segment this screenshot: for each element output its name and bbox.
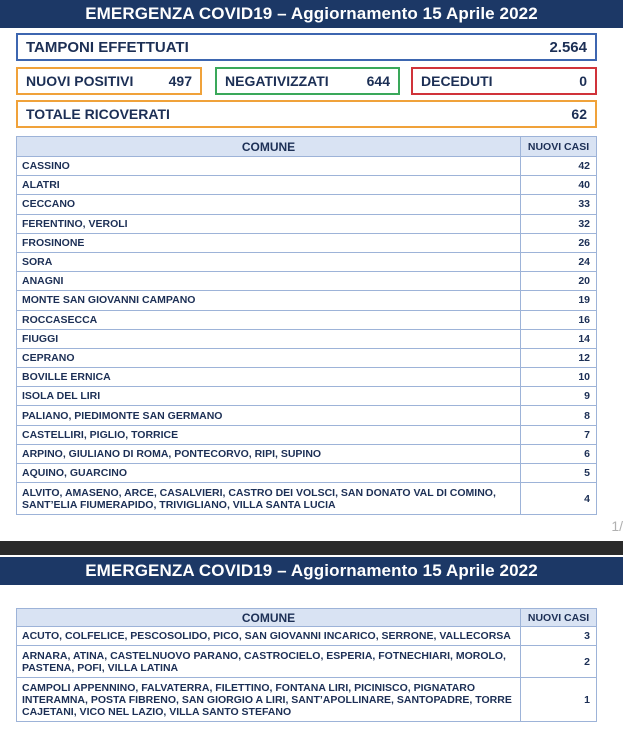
- ricoverati-label: TOTALE RICOVERATI: [26, 106, 170, 122]
- page-title-2: EMERGENZA COVID19 – Aggiornamento 15 Aprile 2022: [85, 561, 538, 580]
- table-row: [17, 233, 597, 252]
- page-number: 1/: [611, 518, 623, 534]
- casi-cell: 3: [521, 627, 597, 646]
- casi-cell: 20: [521, 272, 597, 291]
- table-row: [17, 176, 597, 195]
- comune-cell: CASTELLIRI, PIGLIO, TORRICE: [17, 425, 521, 444]
- casi-cell: 14: [521, 329, 597, 348]
- casi-cell: 7: [521, 425, 597, 444]
- comune-cell: ALVITO, AMASENO, ARCE, CASALVIERI, CASTRO DEI VOLSCI, SAN DONATO VAL DI COMINO, SANT’ELIA FIUMERAPIDO, TRIVIGLIANO, VILLA SANTA LUCIA: [17, 483, 521, 515]
- ricoverati-value: 62: [571, 106, 587, 122]
- casi-cell: 2: [521, 646, 597, 678]
- comune-cell: FROSINONE: [17, 233, 521, 252]
- page-divider: [0, 541, 623, 555]
- deceduti-label: DECEDUTI: [421, 73, 493, 89]
- casi-cell: 32: [521, 214, 597, 233]
- table-row: [17, 348, 597, 367]
- comune-cell: FIUGGI: [17, 329, 521, 348]
- casi-cell: 8: [521, 406, 597, 425]
- table-row: [17, 483, 597, 515]
- tamponi-value: 2.564: [549, 38, 587, 56]
- table-row: [17, 195, 597, 214]
- table-row: [17, 646, 597, 678]
- comune-cell: BOVILLE ERNICA: [17, 368, 521, 387]
- casi-cell: 19: [521, 291, 597, 310]
- table-row: [17, 678, 597, 722]
- casi-cell: 12: [521, 348, 597, 367]
- page-banner-2: [0, 557, 623, 585]
- comune-cell: CAMPOLI APPENNINO, FALVATERRA, FILETTINO, FONTANA LIRI, PICINISCO, PIGNATARO INTERAMNA, POSTA FIBRENO, SAN GIORGIO A LIRI, SANT’APOLLINARE, SANTOPADRE, TORRE CAJETANI, VICO NEL LAZIO, VILLA SANTO STEFANO: [17, 678, 521, 722]
- comune-cell: MONTE SAN GIOVANNI CAMPANO: [17, 291, 521, 310]
- page-banner: [0, 0, 623, 28]
- header-nuovi-casi: NUOVI CASI: [521, 609, 597, 627]
- comune-cell: CEPRANO: [17, 348, 521, 367]
- table-row: [17, 627, 597, 646]
- comune-cell: ANAGNI: [17, 272, 521, 291]
- comune-cell: ACUTO, COLFELICE, PESCOSOLIDO, PICO, SAN GIOVANNI INCARICO, SERRONE, VALLECORSA: [17, 627, 521, 646]
- comune-cell: CECCANO: [17, 195, 521, 214]
- table-row: [17, 444, 597, 463]
- nuovi-positivi-label: NUOVI POSITIVI: [26, 73, 134, 89]
- casi-cell: 42: [521, 157, 597, 176]
- casi-cell: 5: [521, 464, 597, 483]
- nuovi-positivi-value: 497: [168, 73, 192, 89]
- comune-cell: ARNARA, ATINA, CASTELNUOVO PARANO, CASTROCIELO, ESPERIA, FOTNECHIARI, MOROLO, PASTENA, POFI, VILLA LATINA: [17, 646, 521, 678]
- header-comune: COMUNE: [17, 137, 521, 157]
- table-row: [17, 157, 597, 176]
- header-comune: COMUNE: [17, 609, 521, 627]
- comune-cell: CASSINO: [17, 157, 521, 176]
- table-row: [17, 214, 597, 233]
- casi-cell: 4: [521, 483, 597, 515]
- negativizzati-box: [215, 67, 400, 95]
- ricoverati-box: [16, 100, 597, 128]
- cases-table-1: [16, 136, 597, 515]
- casi-cell: 10: [521, 368, 597, 387]
- negativizzati-value: 644: [366, 73, 390, 89]
- casi-cell: 33: [521, 195, 597, 214]
- table-row: [17, 329, 597, 348]
- table-row: [17, 368, 597, 387]
- casi-cell: 16: [521, 310, 597, 329]
- casi-cell: 40: [521, 176, 597, 195]
- comune-cell: ARPINO, GIULIANO DI ROMA, PONTECORVO, RIPI, SUPINO: [17, 444, 521, 463]
- table-row: [17, 272, 597, 291]
- tamponi-label: TAMPONI EFFETTUATI: [26, 38, 189, 56]
- header-nuovi-casi: NUOVI CASI: [521, 137, 597, 157]
- cases-table-2: [16, 608, 597, 722]
- deceduti-value: 0: [579, 73, 587, 89]
- casi-cell: 26: [521, 233, 597, 252]
- comune-cell: PALIANO, PIEDIMONTE SAN GERMANO: [17, 406, 521, 425]
- table-row: [17, 406, 597, 425]
- negativizzati-label: NEGATIVIZZATI: [225, 73, 329, 89]
- tamponi-box: [16, 33, 597, 61]
- table-row: [17, 425, 597, 444]
- casi-cell: 9: [521, 387, 597, 406]
- page-title: EMERGENZA COVID19 – Aggiornamento 15 Aprile 2022: [85, 4, 538, 23]
- comune-cell: FERENTINO, VEROLI: [17, 214, 521, 233]
- table-row: [17, 310, 597, 329]
- comune-cell: ROCCASECCA: [17, 310, 521, 329]
- comune-cell: ISOLA DEL LIRI: [17, 387, 521, 406]
- casi-cell: 1: [521, 678, 597, 722]
- table-row: [17, 387, 597, 406]
- deceduti-box: [411, 67, 597, 95]
- table-row: [17, 291, 597, 310]
- comune-cell: AQUINO, GUARCINO: [17, 464, 521, 483]
- table-row: [17, 252, 597, 271]
- table-row: [17, 464, 597, 483]
- casi-cell: 24: [521, 252, 597, 271]
- casi-cell: 6: [521, 444, 597, 463]
- comune-cell: ALATRI: [17, 176, 521, 195]
- nuovi-positivi-box: [16, 67, 202, 95]
- comune-cell: SORA: [17, 252, 521, 271]
